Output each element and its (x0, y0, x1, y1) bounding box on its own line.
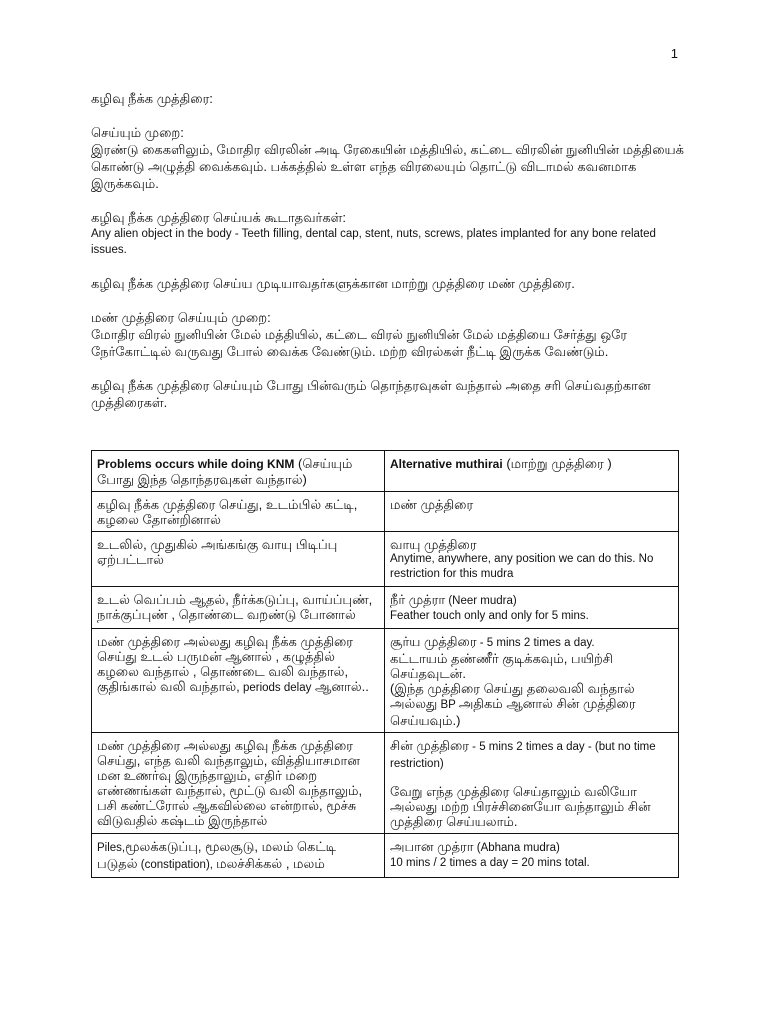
mudra-instruction: கட்டாயம் தண்ணீர் குடிக்கவும், பயிற்சி செய்தவுடன். (390, 651, 613, 681)
mudra-cell (385, 834, 679, 878)
mudra-name-ta: அபான முத்ரா (390, 839, 474, 854)
man-method-section (91, 309, 691, 360)
problem-text-en: periods delay (239, 682, 312, 694)
mudra-cell (385, 629, 679, 733)
mudra-note: Anytime, anywhere, any position we can do this. No restriction for this mudra (390, 553, 654, 580)
problem-text-en: Piles, (97, 842, 126, 854)
header-problems-ta: (செய்யும் போது இந்த தொந்தரவுகள் வந்தால்) (97, 456, 353, 487)
intro-text: கழிவு நீக்க முத்திரை செய்யும் போது பின்வரும் தொந்தரவுகள் வந்தால் அதை சரி செய்வதற்கான முத்திரைகள். (91, 378, 651, 410)
warning-text-2: அதிகம் ஆனால் சின் முத்திரை செய்யவும்.) (390, 696, 636, 728)
problem-text-ta-2: மலச்சிக்கல் , மலம் (216, 856, 325, 871)
problem-cell: கழிவு நீக்க முத்திரை செய்து, உடம்பில் கட்டி, கழலை தோன்றினால் (92, 492, 385, 532)
table-header-row (92, 451, 679, 492)
mudra-name-ta: நீர் முத்ரா (390, 592, 446, 607)
not-allowed-text: Any alien object in the body - Teeth filling, dental cap, stent, nuts, screws, plates implanted for any bone related issues. (91, 228, 656, 256)
man-method-heading: மண் முத்திரை செய்யும் முறை: (91, 310, 271, 325)
mudra-cell: மண் முத்திரை (385, 492, 679, 532)
mudra-name-en: - 5 mins 2 times a day. (476, 637, 595, 649)
header-alternative-en: Alternative muthirai (390, 457, 503, 471)
header-alternative-ta: (மாற்று முத்திரை ) (502, 456, 612, 471)
method-text: இரண்டு கைகளிலும், மோதிர விரலின் அடி ரேகையின் மத்தியில், கட்டை விரலின் நுனியின் மத்தியைக் கொண்டு அழுத்தி வைக்கவும். பக்கத்தில் உள்ள எந்த விரலையும் தொட்டு விடாமல் கவனமாக இருக்கவும். (91, 142, 684, 191)
method-heading: செய்யும் முறை: (91, 125, 184, 140)
warning-text-en: BP (437, 699, 459, 711)
problem-text-2: ஆனால்.. (311, 679, 369, 694)
table-row (92, 532, 679, 587)
table-row (92, 492, 679, 532)
page-number: 1 (670, 46, 678, 61)
problem-cell: உடல் வெப்பம் ஆதல், நீர்க்கடுப்பு, வாய்ப்புண், நாக்குப்புண் , தொண்டை வறண்டு போனால் (92, 587, 385, 629)
problem-cell (92, 834, 385, 878)
table-row (92, 733, 679, 834)
alternative-line: கழிவு நீக்க முத்திரை செய்ய முடியாவதர்களுக்கான மாற்று முத்திரை மண் முத்திரை. (91, 276, 575, 291)
page-title: கழிவு நீக்க முத்திரை: (91, 91, 213, 106)
mudra-note: Feather touch only and only for 5 mins. (390, 610, 589, 622)
table-row (92, 587, 679, 629)
mudra-name-en: (Neer mudra) (445, 595, 517, 607)
spacer (390, 772, 673, 784)
problem-cell (92, 629, 385, 733)
mudra-name (390, 592, 673, 609)
table-row (92, 629, 679, 733)
mudra-cell (385, 587, 679, 629)
mudra-name (390, 738, 673, 772)
header-problems (92, 451, 385, 492)
mudra-name-en: - 5 mins 2 times a day - (but no time restriction) (390, 741, 656, 770)
mudra-name-ta: சின் முத்திரை (390, 738, 469, 753)
not-allowed-heading: கழிவு நீக்க முத்திரை செய்யக் கூடாதவர்கள்: (91, 210, 346, 225)
problem-text-en-2: (constipation), (137, 859, 217, 871)
mudra-table (91, 450, 679, 878)
mudra-instruction: வேறு எந்த முத்திரை செய்தாலும் வலியோ அல்லது மற்ற பிரச்சினையோ வந்தாலும் சின் முத்திரை செய்யலாம். (390, 784, 651, 829)
problem-cell: மண் முத்திரை அல்லது கழிவு நீக்க முத்திரை செய்து, எந்த வலி வந்தாலும், வித்தியாசமான மன உணர்வு இருந்தாலும், எதிர் மறை எண்ணங்கள் வந்தால், மூட்டு வலி வந்தாலும், பசி கண்ட்ரோல் ஆகவில்லை என்றால், மூச்சு விடுவதில் கஷ்டம் இருந்தால் (92, 733, 385, 834)
problem-text-1: மண் முத்திரை அல்லது கழிவு நீக்க முத்திரை செய்து உடல் பருமன் ஆனால் , கழுத்தில் கழலை வந்தால் , தொண்டை வலி வந்தால், குதிங்கால் வலி வந்தால், (97, 634, 354, 694)
warning-text-1: (இந்த முத்திரை செய்து தலைவலி வந்தால் அல்லது (390, 681, 635, 711)
mudra-warning (390, 681, 673, 728)
mudra-name-en: (Abhana mudra) (473, 842, 560, 854)
problem-cell: உடலில், முதுகில் அங்கங்கு வாயு பிடிப்பு ஏற்பட்டால் (92, 532, 385, 587)
problem-text-ta: மூலக்கடுப்பு, மூலசூடு, மலம் கெட்டி படுதல் (97, 839, 337, 871)
mudra-note: 10 mins / 2 times a day = 20 mins total. (390, 857, 590, 869)
mudra-name: வாயு முத்திரை (390, 537, 477, 552)
header-alternative (385, 451, 679, 492)
man-method-text: மோதிர விரல் நுனியின் மேல் மத்தியில், கட்டை விரல் நுனியின் மேல் மத்தியை சேர்த்து ஒரே நேர்கோட்டில் வருவது போல் வைக்க வேண்டும். மற்ற விரல்கள் நீட்டி இருக்க வேண்டும். (91, 327, 628, 359)
mudra-name (390, 839, 673, 856)
mudra-cell (385, 532, 679, 587)
mudra-name-ta: சூர்ய முத்திரை (390, 634, 477, 649)
mudra-cell (385, 733, 679, 834)
header-problems-en: Problems occurs while doing KNM (97, 457, 295, 471)
not-allowed-section (91, 209, 691, 258)
mudra-name (390, 634, 673, 651)
method-section (91, 124, 691, 192)
table-row (92, 834, 679, 878)
document-body (91, 90, 691, 411)
